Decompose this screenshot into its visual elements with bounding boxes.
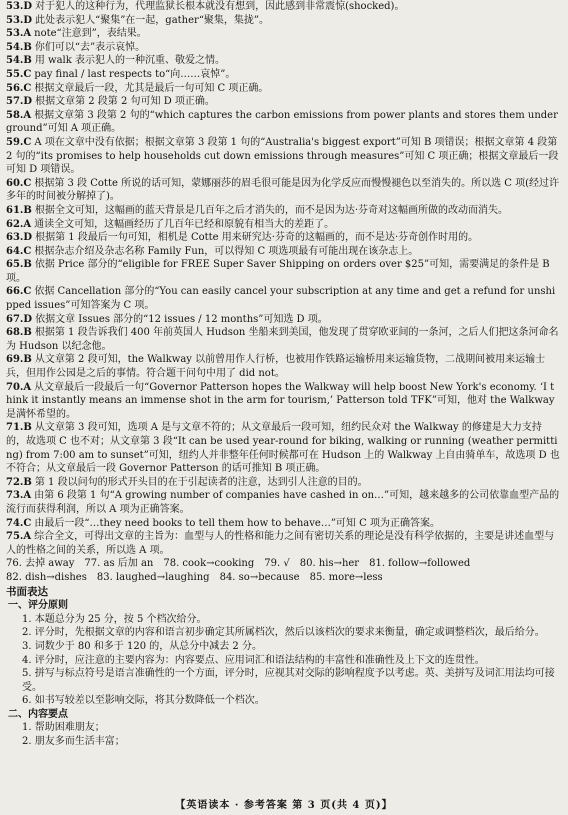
answer-number: 66.C bbox=[6, 286, 32, 298]
correction-item: 84. so→because bbox=[219, 571, 300, 583]
answer-number: 75.A bbox=[6, 531, 32, 543]
scoring-rule: 3. 词数少于 80 和多于 120 的，从总分中减去 2 分。 bbox=[22, 640, 262, 652]
answer-item bbox=[6, 258, 560, 285]
writing-title: 书面表达 bbox=[6, 585, 48, 598]
answer-explanation: A 项在文章中没有依据；根据文章第 3 段第 1 句的“Australia's biggest export”可知 B 项错误；根据文章第 4 段第 2 句的“its promises to help households cut down emissions through measures”可知 C 项正确；根据文章最后一段可知 D 项错误。 bbox=[6, 136, 559, 176]
answer-item bbox=[6, 204, 560, 218]
answer-explanation: 根据杂志介绍及杂志名称 Family Fun，可以得知 C 项选项最有可能出现在该杂志上。 bbox=[34, 245, 419, 257]
answer-item bbox=[6, 285, 560, 312]
correction-item: 79. √ bbox=[264, 558, 290, 570]
scoring-rule: 1. 本题总分为 25 分，按 5 个档次给分。 bbox=[22, 613, 207, 625]
answer-explanation: pay final / last respects to“向……哀悼”。 bbox=[34, 68, 236, 80]
answer-explanation: 由第 6 段第 1 句“A growing number of companies have cashed in on…”可知，越来越多的公司依靠血型产品的流行而获得利润，所以 A 项为正确答案。 bbox=[6, 490, 560, 515]
content-point: 1. 帮助困难朋友； bbox=[22, 722, 105, 734]
answer-number: 68.B bbox=[6, 327, 32, 339]
answer-number: 53.D bbox=[6, 1, 33, 12]
answer-explanation: 根据第 1 段最后一句可知，相机是 Cotte 用来研究达·芬奇的这幅画的，而不是达·芬奇创作时用的。 bbox=[35, 232, 479, 244]
answer-explanation: 综合全文，可得出文章的主旨为：血型与人的性格和能力之间有密切关系的理论是没有科学依据的，主要是讲述血型与人的性格之间的关系，所以选 A 项。 bbox=[6, 531, 555, 556]
answer-number: 54.B bbox=[6, 55, 32, 67]
answer-item bbox=[6, 421, 560, 475]
answer-number: 53.D bbox=[6, 14, 33, 26]
answer-item bbox=[6, 136, 560, 177]
correction-item: 78. cook→cooking bbox=[163, 558, 255, 570]
correction-row bbox=[6, 557, 560, 571]
answer-item bbox=[6, 109, 560, 136]
answer-list bbox=[6, 0, 560, 557]
answer-number: 59.C bbox=[6, 136, 32, 148]
answer-item bbox=[6, 68, 560, 82]
answer-explanation: 对于犯人的这种行为，代理监狱长根本就没有想到，因此感到非常震惊(shocked)。 bbox=[35, 1, 405, 12]
answer-explanation: 根据第 1 段告诉我们 400 年前英国人 Hudson 坐船来到美国，他发现了贯穿欧亚间的一条河，之后人们把这条河命名为 Hudson 以纪念他。 bbox=[6, 327, 559, 352]
answer-explanation: 从文章最后一段最后一句“Governor Patterson hopes the Walkway will help boost New York's economy. ‘I think it instantly means an immense shot in the arm for tourism,’ Patterson told TFK”可知，他对 the Walkway 是满怀希望的。 bbox=[6, 381, 555, 420]
answer-explanation: 从文章第 3 段可知，选项 A 是与文章不符的；从文章最后一段可知，纽约民众对 the Walkway 的修建是大力支持的，故选项 C 也不对；从文章第 3 段“It can be used year-round for biking, walking or running (weather permitting) from 7:00 am to sunset”可知，纽约人并非整年任何时候都可在 Hudson 上的 Walkway 上自由骑单车，故选项 D 也不符合；从文章最后一段 Governor Patterson 的话可推知 B 项正确。 bbox=[6, 422, 560, 475]
scoring-rule: 2. 评分时，先根据文章的内容和语言初步确定其所属档次，然后以该档次的要求来衡量，确定或调整档次，最后给分。 bbox=[22, 627, 545, 639]
answer-explanation: 根据第 3 段 Cotte 所说的话可知，蒙娜丽莎的眉毛很可能是因为化学反应而慢慢褪色以至消失的。所以选 C 项(经过许多年的时间被分解掉了)。 bbox=[6, 177, 559, 203]
page-footer: 【英语读本 · 参考答案 第 3 页(共 4 页)】 bbox=[175, 800, 393, 812]
answer-number: 53.A bbox=[6, 28, 32, 40]
answer-item bbox=[6, 231, 560, 245]
answer-number: 57.D bbox=[6, 96, 33, 108]
correction-item: 80. his→her bbox=[299, 558, 360, 570]
answer-number: 73.A bbox=[6, 490, 32, 502]
answer-number: 55.C bbox=[6, 68, 32, 80]
correction-item: 77. as 后加 an bbox=[84, 558, 154, 570]
answer-number: 74.C bbox=[6, 517, 32, 529]
answer-number: 67.D bbox=[6, 313, 33, 325]
answer-number: 65.B bbox=[6, 259, 32, 271]
answer-item bbox=[6, 353, 560, 380]
answer-explanation: 第 1 段以问句的形式开头目的在于引起读者的注意，达到引人注意的目的。 bbox=[34, 476, 368, 488]
correction-item: 81. follow→followed bbox=[369, 558, 471, 570]
content-points-heading: 二、内容要点 bbox=[8, 708, 68, 720]
answer-number: 60.C bbox=[6, 177, 32, 189]
answer-item bbox=[6, 54, 560, 68]
answer-item bbox=[6, 326, 560, 353]
answer-item bbox=[6, 218, 560, 232]
answer-number: 62.A bbox=[6, 218, 32, 230]
correction-item: 85. more→less bbox=[309, 571, 383, 583]
answer-explanation: 根据全文可知，这幅画的蓝天背景是几百年之后才消失的，而不是因为达·芬奇对这幅画所做的改动而消失。 bbox=[34, 204, 509, 216]
answer-item bbox=[6, 313, 560, 327]
answer-number: 54.B bbox=[6, 41, 32, 53]
content-points bbox=[6, 721, 560, 748]
answer-item bbox=[6, 41, 560, 55]
correction-item: 76. 去掉 away bbox=[6, 558, 75, 570]
scoring-rule: 5. 拼写与标点符号是语言准确性的一个方面，评分时，应视其对交际的影响程度予以考虑。英、美拼写及词汇用法均可接受。 bbox=[22, 668, 555, 693]
answer-item bbox=[6, 14, 560, 28]
answer-explanation: 根据文章第 3 段第 2 句的“which captures the carbon emissions from power plants and stores them underground”可知 A 项正确。 bbox=[6, 109, 558, 135]
answer-item bbox=[6, 245, 560, 259]
answer-item bbox=[6, 0, 560, 14]
answer-number: 61.B bbox=[6, 204, 32, 216]
answer-item bbox=[6, 27, 560, 41]
answer-explanation: 用 walk 表示犯人的一种沉重、敬爱之情。 bbox=[34, 55, 225, 67]
answer-explanation: 根据文章第 2 段第 2 句可知 D 项正确。 bbox=[35, 96, 215, 108]
answer-item bbox=[6, 95, 560, 109]
answer-explanation: 根据文章最后一段，尤其是最后一句可知 C 项正确。 bbox=[34, 82, 269, 94]
answer-explanation: note“注意到”，表结果。 bbox=[34, 28, 147, 40]
scoring-rule: 6. 如书写较差以至影响交际，将其分数降低一个档次。 bbox=[22, 695, 265, 707]
scoring-principles-heading: 一、评分原则 bbox=[8, 600, 68, 612]
answer-number: 63.D bbox=[6, 232, 33, 244]
answer-number: 64.C bbox=[6, 245, 32, 257]
correction-item: 82. dish→dishes bbox=[6, 571, 87, 583]
correction-list bbox=[6, 557, 560, 584]
answer-number: 58.A bbox=[6, 109, 32, 121]
answer-explanation: 由最后一段“…they need books to tell them how to behave…”可知 C 项为正确答案。 bbox=[34, 517, 440, 529]
answer-explanation: 通读全文可知，这幅画经历了几百年已经和原貌有相当大的差距了。 bbox=[34, 218, 335, 230]
answer-number: 69.B bbox=[6, 354, 32, 366]
answer-number: 70.A bbox=[6, 381, 32, 393]
answer-item bbox=[6, 517, 560, 531]
answer-explanation: 依据 Cancellation 部分的“You can easily cancel your subscription at any time and get a refund for unshipped issues”可知答案为 C 项。 bbox=[6, 286, 556, 312]
answer-number: 71.B bbox=[6, 422, 32, 434]
answer-number: 56.C bbox=[6, 82, 32, 94]
answer-item bbox=[6, 381, 560, 422]
answer-item bbox=[6, 82, 560, 96]
answer-item bbox=[6, 177, 560, 204]
answer-explanation: 此处表示犯人“聚集”在一起，gather“聚集，集拢”。 bbox=[35, 14, 270, 26]
scoring-rules bbox=[6, 613, 560, 708]
answer-explanation: 从文章第 2 段可知，the Walkway 以前曾用作人行桥，也被用作铁路运输桥用来运输货物，二战期间被用来运输士兵，但用作公园是之后的事情。符合题干问句中用了 did not。 bbox=[6, 354, 546, 380]
answer-item bbox=[6, 476, 560, 490]
scoring-rule: 4. 评分时，应注意的主要内容为：内容要点、应用词汇和语法结构的丰富性和准确性及上下文的连贯性。 bbox=[22, 654, 485, 666]
answer-explanation: 依据 Price 部分的“eligible for FREE Super Saver Shipping on orders over $25”可知，需要满足的条件是 B 项。 bbox=[6, 259, 550, 284]
answer-item bbox=[6, 489, 560, 516]
answer-item bbox=[6, 530, 560, 557]
answer-number: 72.B bbox=[6, 476, 32, 488]
correction-row bbox=[6, 571, 560, 585]
answer-explanation: 你们可以“去”表示哀悼。 bbox=[34, 41, 146, 53]
answer-explanation: 依据文章 Issues 部分的“12 issues / 12 months”可知选 D 项。 bbox=[35, 313, 328, 325]
content-point: 2. 朋友多而生活丰富； bbox=[22, 736, 125, 748]
correction-item: 83. laughed→laughing bbox=[96, 571, 210, 583]
